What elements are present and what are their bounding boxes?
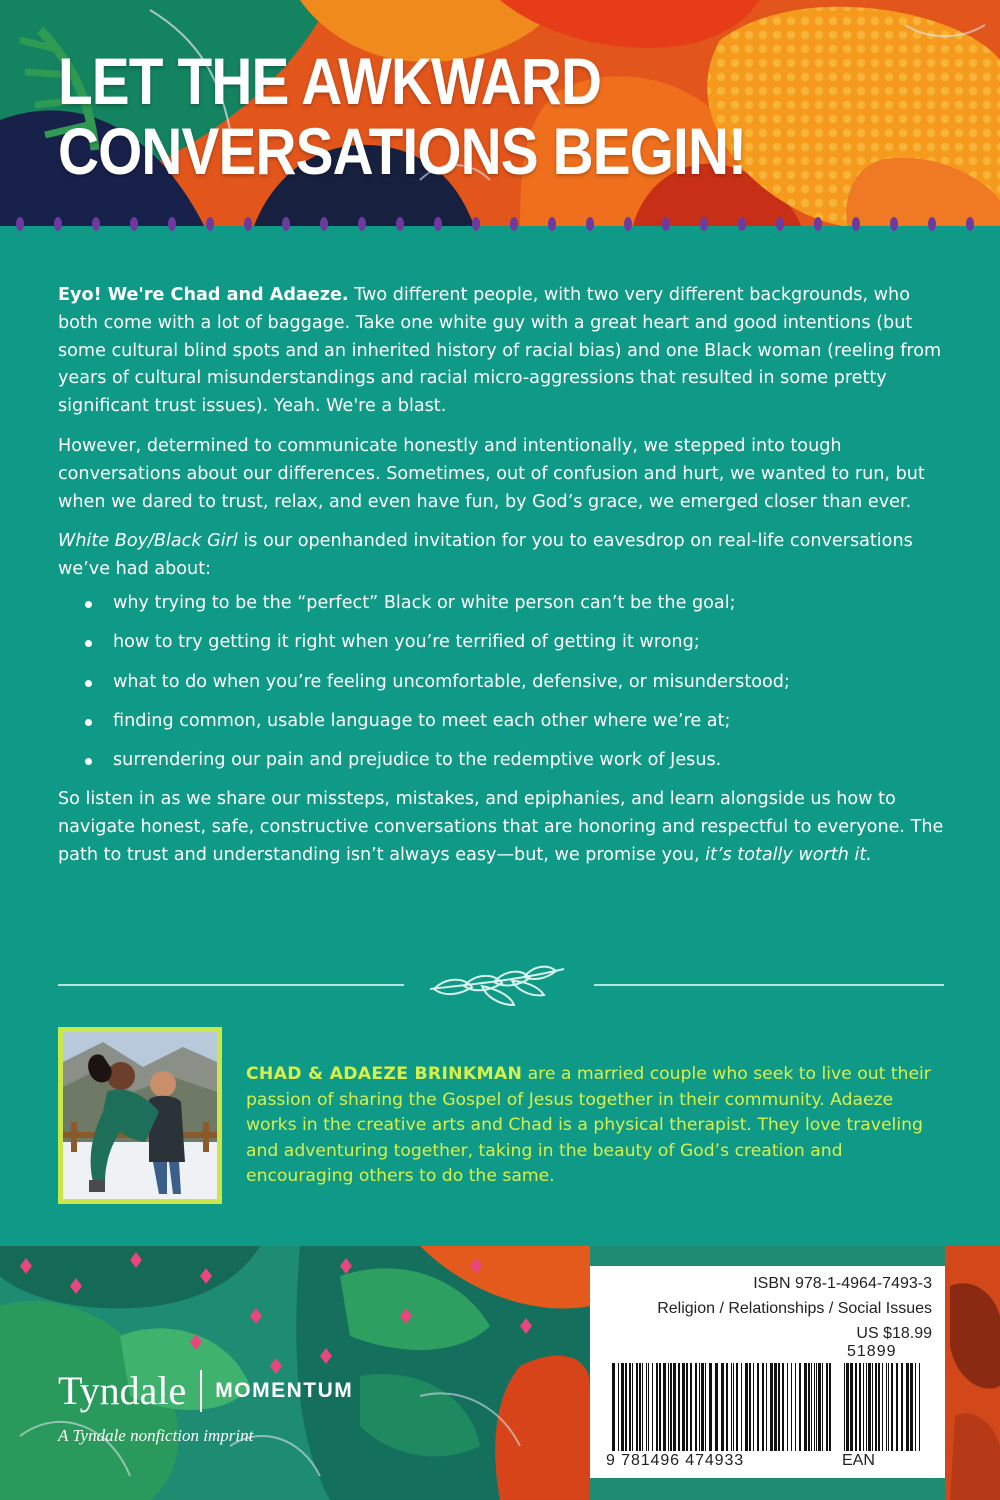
addon-code: 51899 [847, 1343, 897, 1360]
barcode-bar [878, 1363, 880, 1451]
barcode-bar [652, 1363, 653, 1451]
ean-label: EAN [842, 1452, 875, 1469]
barcode-bar [822, 1363, 823, 1451]
book-title: White Boy/Black Girl [58, 531, 238, 552]
barcode-bar [709, 1363, 712, 1451]
barcode-bar [636, 1363, 638, 1451]
barcode-bar [886, 1363, 887, 1451]
barcode-bar [668, 1363, 669, 1451]
barcode-bar [690, 1363, 692, 1451]
barcode-bar [766, 1363, 767, 1451]
barcode-bar [872, 1363, 873, 1451]
barcode-bar [910, 1363, 913, 1451]
barcode-bar [753, 1363, 754, 1451]
barcode-bar [906, 1363, 909, 1451]
barcode-bar [726, 1363, 728, 1451]
headline [58, 46, 746, 186]
barcode-bar [818, 1363, 821, 1451]
barcode-bar [699, 1363, 700, 1451]
barcode-bar [814, 1363, 815, 1451]
barcode-bar [741, 1363, 742, 1451]
barcode-bar [659, 1363, 661, 1451]
closing-paragraph [58, 786, 944, 869]
barcode-bar [855, 1363, 857, 1451]
publisher-logo [58, 1366, 353, 1416]
barcode-bar [826, 1363, 828, 1451]
barcode-bar [757, 1363, 759, 1451]
intro-lead: Eyo! We're Chad and Adaeze. [58, 285, 349, 305]
paragraph-2: However, determined to communicate honestly and intentionally, we stepped into tough conversations about our differences. Sometimes, out of confusion and hurt, we wanted to run, but when we dared to trust, relax, and even have fun, by God’s grace, we emerged closer than ever. [58, 435, 925, 512]
barcode-bar [866, 1363, 867, 1451]
barcode-bar [891, 1363, 893, 1451]
barcode-bar [625, 1363, 627, 1451]
intro-paragraph [58, 282, 944, 421]
barcode-bar [695, 1363, 697, 1451]
list-item: surrendering our pain and prejudice to the redemptive work of Jesus. [58, 747, 944, 775]
barcode-bar [896, 1363, 898, 1451]
barcode-bar [670, 1363, 672, 1451]
list-item: what to do when you’re feeling uncomfortable, defensive, or misunderstood; [58, 669, 944, 697]
barcode-bar [715, 1363, 718, 1451]
barcode-bar [673, 1363, 676, 1451]
divider-line-left [58, 984, 404, 986]
barcode-bar [782, 1363, 784, 1451]
barcode-bar [656, 1363, 658, 1451]
barcode-bar [774, 1363, 777, 1451]
barcode-bar [808, 1363, 810, 1451]
barcode-bar [875, 1363, 877, 1451]
author-photo-illustration [63, 1032, 217, 1199]
barcode-panel [590, 1266, 945, 1478]
barcode-bar [799, 1363, 801, 1451]
barcode-bar [770, 1363, 773, 1451]
ornament-divider [58, 955, 944, 1015]
addon-barcode [844, 1363, 924, 1451]
barcode-bar [795, 1363, 796, 1451]
barcode-bar [663, 1363, 666, 1451]
barcode-bar [844, 1363, 845, 1451]
barcode-bar [901, 1363, 903, 1451]
barcode-bar [811, 1363, 812, 1451]
isbn-text: ISBN 978-1-4964-7493-3 [753, 1275, 932, 1292]
barcode-bar [736, 1363, 738, 1451]
barcode-bar [733, 1363, 734, 1451]
barcode-bar [686, 1363, 688, 1451]
headline-line-1: LET THE AWKWARD [58, 44, 602, 118]
barcode-bar [646, 1363, 647, 1451]
barcode-bar [919, 1363, 920, 1451]
barcode-bar [882, 1363, 883, 1451]
barcode-bar [731, 1363, 732, 1451]
list-item: finding common, usable language to meet each other where we’re at; [58, 708, 944, 736]
author-bio [246, 1062, 936, 1190]
list-item: how to try getting it right when you’re terrified of getting it wrong; [58, 629, 944, 657]
imprint-name: MOMENTUM [215, 1379, 354, 1402]
ean-barcode [612, 1363, 834, 1451]
barcode-bar [915, 1363, 916, 1451]
barcode-bar [721, 1363, 724, 1451]
topic-list [58, 590, 944, 775]
barcode-bar [745, 1363, 748, 1451]
barcode-bar [612, 1363, 615, 1451]
author-bio-text: are a married couple who seek to live out their passion of sharing the Gospel of Jesus together in their community. Adaeze works in the creative arts and Chad is a physical therapist. They love traveling and adventuring together, taking in the beauty of God’s creation and encouraging others to do the same. [246, 1064, 931, 1187]
invitation-paragraph [58, 528, 944, 584]
barcode-bar [701, 1363, 704, 1451]
list-item: why trying to be the “perfect” Black or white person can’t be the goal; [58, 590, 944, 618]
barcode-bar [618, 1363, 619, 1451]
barcode-bar [863, 1363, 864, 1451]
barcode-bar [642, 1363, 643, 1451]
barcode-bar [888, 1363, 889, 1451]
closing-text: So listen in as we share our missteps, mistakes, and epiphanies, and learn alongside us how to navigate honest, safe, constructive conversations that are honoring and respectful to everyone. The path to trust and understanding isn’t always easy—but, we promise you, [58, 789, 944, 866]
barcode-bar [859, 1363, 861, 1451]
barcode-bar [804, 1363, 807, 1451]
imprint-tagline: A Tyndale nonfiction imprint [58, 1426, 254, 1445]
author-photo [58, 1027, 222, 1204]
barcode-bar [778, 1363, 780, 1451]
barcode-bar [868, 1363, 871, 1451]
top-artwork [0, 0, 1000, 238]
barcode-bar [846, 1363, 849, 1451]
closing-emphasis: it’s totally worth it. [705, 845, 872, 866]
barcode-bar [632, 1363, 633, 1451]
barcode-bar [850, 1363, 853, 1451]
barcode-bar [787, 1363, 788, 1451]
barcode-bar [829, 1363, 831, 1451]
description [58, 282, 944, 882]
barcode-bar [749, 1363, 751, 1451]
barcode-bar [621, 1363, 624, 1451]
category-text: Religion / Relationships / Social Issues [657, 1300, 932, 1317]
intro-text: Two different people, with two very different backgrounds, who both come with a lot of baggage. Take one white guy with a great heart and good intentions (but some cultural blind spots and an inherited history of racial bias) and one Black woman (reeling from years of cultural misunderstandings and racial micro-aggressions that resulted in some pretty significant trust issues). Yeah. We're a blast. [58, 285, 942, 417]
barcode-bar [705, 1363, 706, 1451]
publisher-name: Tyndale [58, 1368, 187, 1413]
ean-digits: 9 781496 474933 [606, 1452, 745, 1469]
leaf-branch-icon [424, 959, 574, 1011]
price-text: US $18.99 [856, 1325, 932, 1342]
barcode-bar [682, 1363, 685, 1451]
barcode-bar [791, 1363, 792, 1451]
divider-line-right [594, 984, 944, 986]
barcode-bar [639, 1363, 641, 1451]
barcode-bar [678, 1363, 680, 1451]
headline-line-2: CONVERSATIONS BEGIN! [58, 114, 747, 188]
logo-separator [200, 1370, 202, 1412]
barcode-bar [816, 1363, 817, 1451]
barcode-bar [629, 1363, 631, 1451]
barcode-bar [648, 1363, 649, 1451]
invitation-text: is our openhanded invitation for you to eavesdrop on real-life conversations we’ve had about: [58, 531, 913, 580]
barcode-bar [762, 1363, 764, 1451]
author-name: CHAD & ADAEZE BRINKMAN [246, 1064, 523, 1085]
